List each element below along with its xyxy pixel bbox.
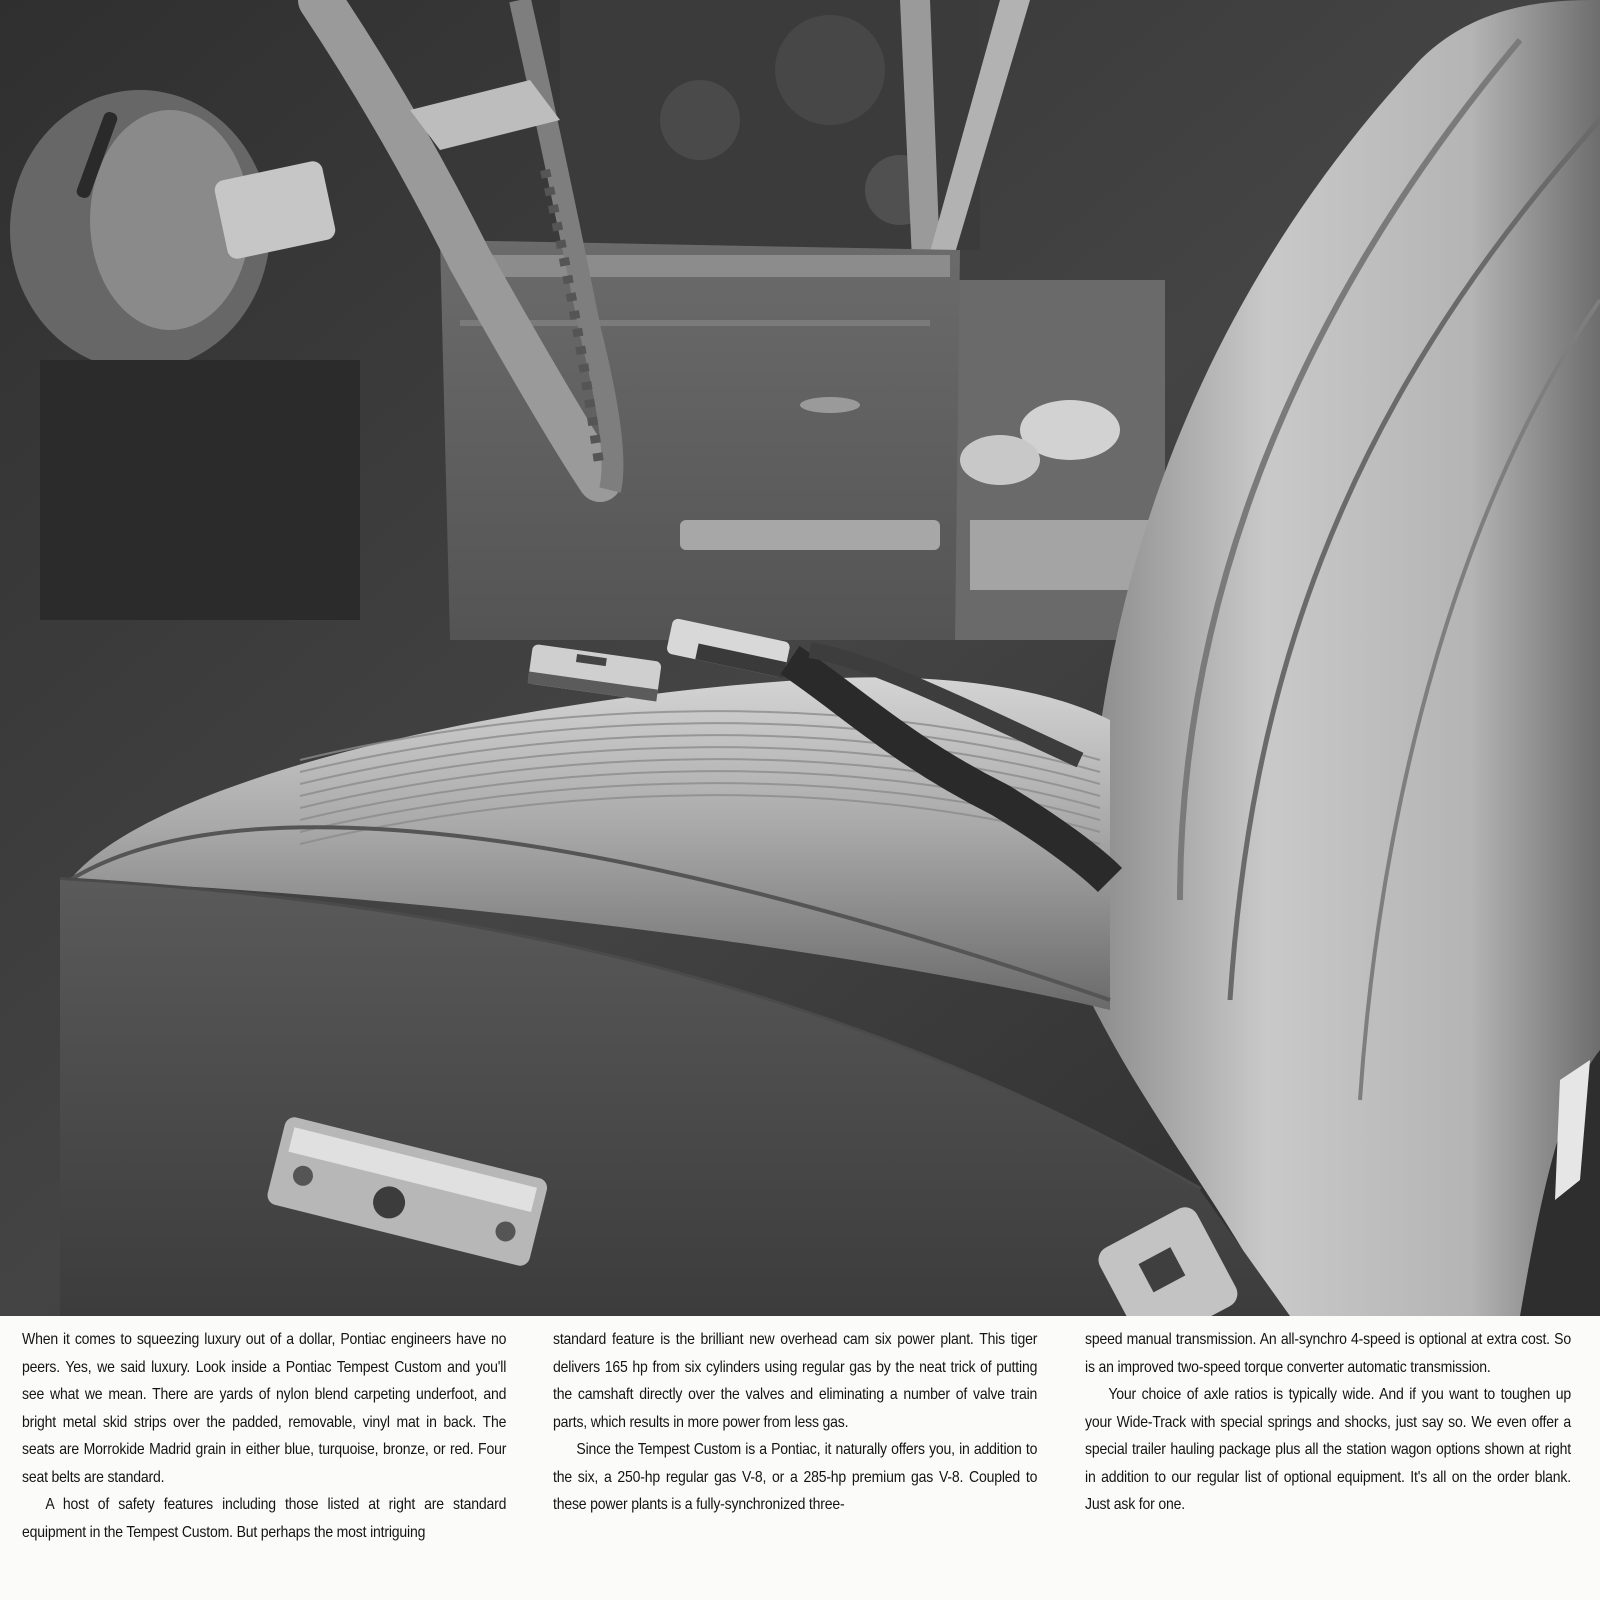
paragraph: A host of safety features including those listed at right are standard equipment in the Tempest Custom. But perhaps the most intriguing [22,1496,507,1541]
text-column-2 [553,1326,1037,1519]
paragraph: When it comes to squeezing luxury out of a dollar, Pontiac engineers have no peers. Yes, we said luxury. Look inside a Pontiac Tempest Custom and you'll see what we mean. There are yards of nylon blend carpeting underfoot, and bright metal skid strips over the padded, removable, vinyl mat in back. The seats are Morrokide Madrid grain in either blue, turquoise, bronze, or red. Four seat belts are standard. [22,1331,507,1486]
paragraph: Your choice of axle ratios is typically wide. And if you want to toughen up your Wide-Track with special springs and shocks, just say so. We even offer a special trailer hauling package plus all the station wagon options shown at right in addition to our regular list of optional equipment. It's all on the order blank. Just ask for one. [1085,1386,1571,1513]
text-column-1 [22,1326,506,1546]
paragraph: Since the Tempest Custom is a Pontiac, it naturally offers you, in addition to the six, a 250-hp regular gas V-8, or a 285-hp premium gas V-8. Coupled to these power plants is a fully-synchronized three- [553,1441,1038,1513]
paragraph: speed manual transmission. An all-synchro 4-speed is optional at extra cost. So is an improved two-speed torque converter automatic transmission. [1085,1331,1571,1376]
paragraph: standard feature is the brilliant new overhead cam six power plant. This tiger delivers 165 hp from six cylinders using regular gas by the neat trick of putting the camshaft directly over the valves and eliminating a number of valve train parts, which results in more power from less gas. [553,1331,1038,1431]
body-copy [0,1316,1600,1600]
text-column-3 [1085,1326,1571,1519]
